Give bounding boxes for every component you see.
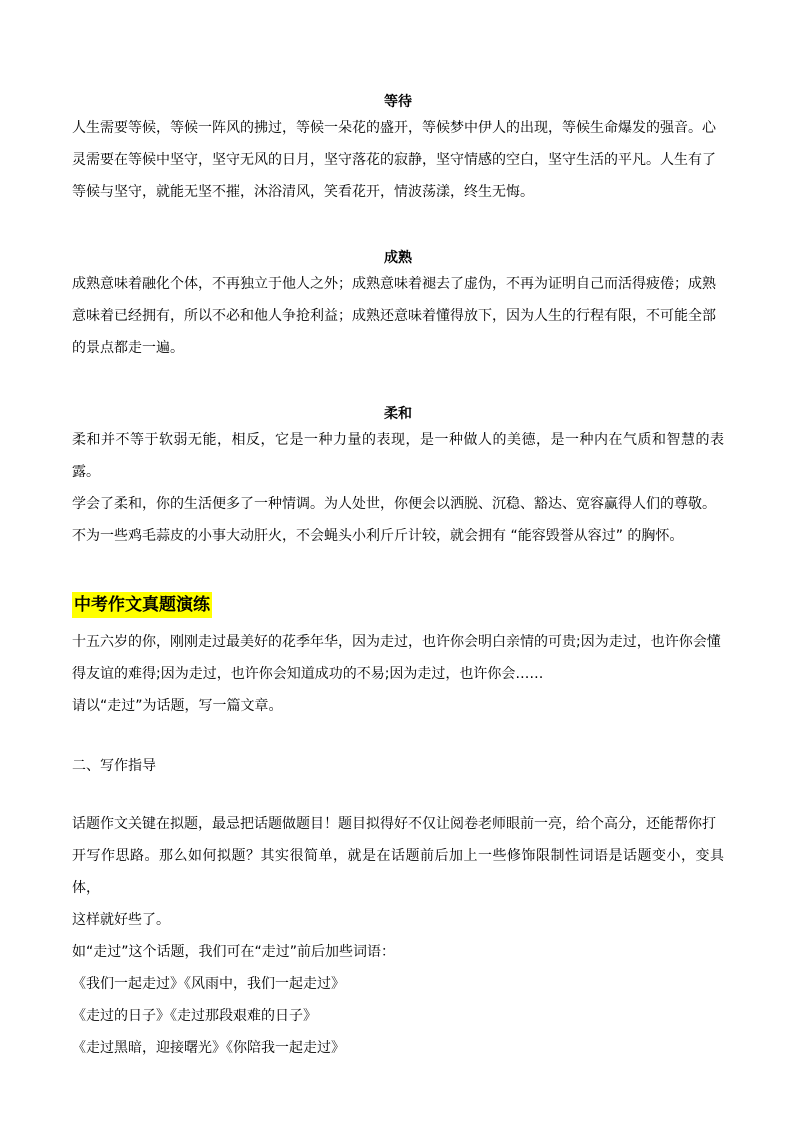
section-paragraph-line: 灵需要在等候中坚守，坚守无风的日月，坚守落花的寂静，坚守情感的空白，坚守生活的平凡。人生有了 bbox=[72, 152, 716, 168]
exam-practice bbox=[72, 592, 724, 722]
section-paragraph-line: 意味着已经拥有，所以不必和他人争抢利益；成熟还意味着懂得放下，因为人生的行程有限，不可能全部 bbox=[72, 308, 716, 324]
section-paragraph-line: 的景点都走一遍。 bbox=[72, 340, 184, 356]
guide-example-intro: 如“走过”这个话题，我们可在“走过”前后加些词语： bbox=[72, 944, 396, 960]
writing-guide bbox=[72, 750, 724, 1064]
exam-heading: 中考作文真题演练 bbox=[72, 592, 212, 618]
section-paragraph-line: 人生需要等候，等候一阵风的拂过，等候一朵花的盛开，等候梦中伊人的出现，等候生命爆发的强音。心 bbox=[72, 120, 716, 136]
section-title-gentleness: 柔和 bbox=[384, 406, 412, 422]
guide-example-line: 《走过的日子》《走过那段艰难的日子》 bbox=[72, 1008, 317, 1024]
guide-paragraph-line: 开写作思路。那么如何拟题？其实很简单，就是在话题前后加上一些修饰限制性词语是话题变小，变具体， bbox=[72, 848, 724, 896]
section-paragraph-line: 柔和并不等于软弱无能，相反，它是一种力量的表现，是一种做人的美德，是一种内在气质和智慧的表露。 bbox=[72, 432, 724, 480]
section-title-waiting: 等待 bbox=[384, 94, 412, 110]
section-paragraph-line: 成熟意味着融化个体，不再独立于他人之外；成熟意味着褪去了虚伪，不再为证明自己而活得疲倦；成熟 bbox=[72, 276, 716, 292]
guide-example-line: 《走过黑暗，迎接曙光》《你陪我一起走过》 bbox=[72, 1040, 345, 1056]
section-paragraph-line: 学会了柔和，你的生活便多了一种情调。为人处世，你便会以洒脱、沉稳、豁达、宽容赢得人们的尊敬。 bbox=[72, 496, 716, 512]
section-title-maturity: 成熟 bbox=[384, 250, 412, 266]
guide-example-line: 《我们一起走过》《风雨中，我们一起走过》 bbox=[72, 976, 345, 992]
section-gentleness bbox=[72, 404, 724, 552]
guide-paragraph-line: 这样就好些了。 bbox=[72, 912, 170, 928]
document-page bbox=[72, 92, 724, 1064]
exam-instruction: 请以“走过”为话题，写一篇文章。 bbox=[72, 698, 283, 714]
exam-prompt-line: 得友谊的难得;因为走过，也许你会知道成功的不易;因为走过，也许你会…… bbox=[72, 666, 544, 682]
guide-heading: 二、写作指导 bbox=[72, 758, 156, 774]
section-maturity bbox=[72, 248, 724, 364]
guide-paragraph-line: 话题作文关键在拟题，最忌把话题做题目！题目拟得好不仅让阅卷老师眼前一亮，给个高分，还能帮你打 bbox=[72, 816, 716, 832]
section-paragraph-line: 等候与坚守，就能无坚不摧，沐浴清风，笑看花开，情波荡漾，终生无悔。 bbox=[72, 184, 534, 200]
exam-prompt-line: 十五六岁的你，刚刚走过最美好的花季年华，因为走过，也许你会明白亲情的可贵;因为走过，也许你会懂 bbox=[72, 634, 721, 650]
section-waiting bbox=[72, 92, 724, 208]
section-paragraph-line: 不为一些鸡毛蒜皮的小事大动肝火，不会蝇头小利斤斤计较，就会拥有 “能容毁誉从容过” 的胸怀。 bbox=[72, 528, 684, 544]
